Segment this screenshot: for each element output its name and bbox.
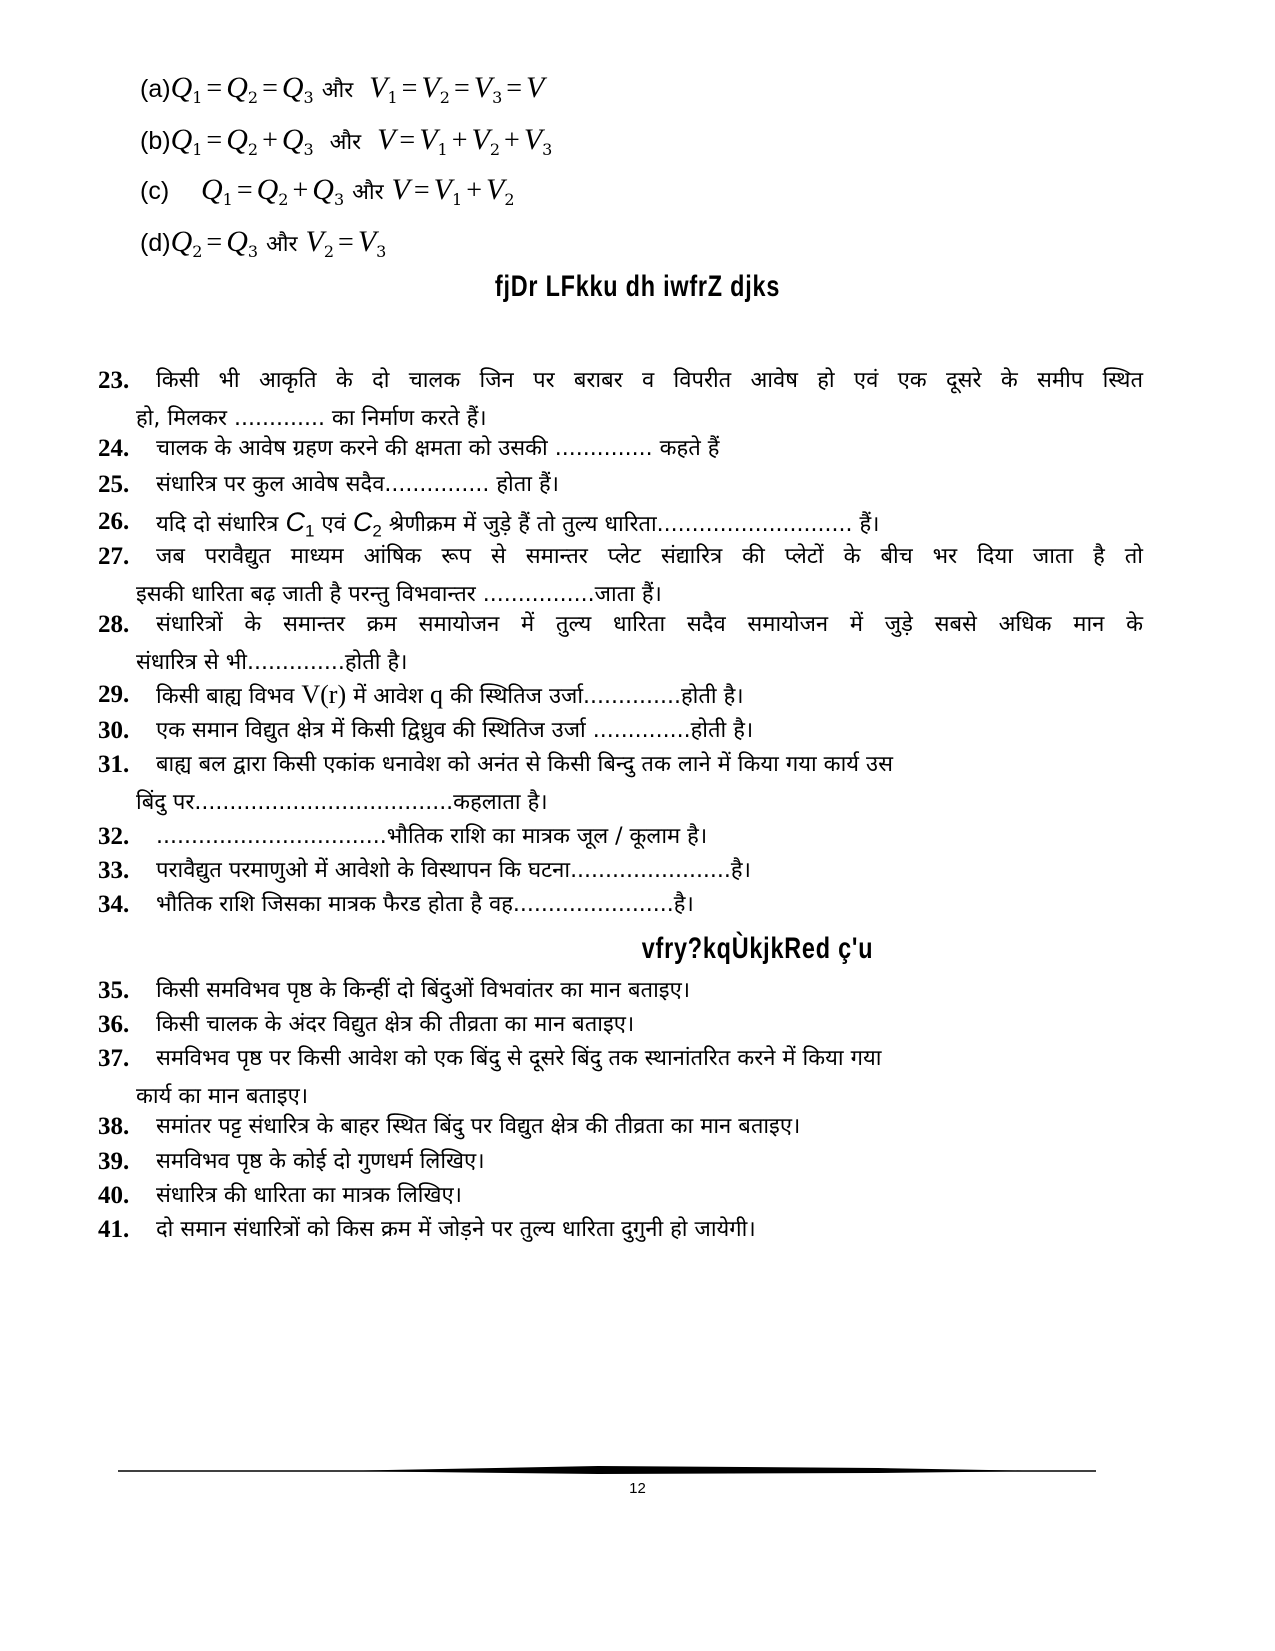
option-conjunction: और: [321, 78, 354, 103]
question-item: [98, 818, 1143, 856]
question-number: 40.: [98, 1182, 130, 1209]
question-item: [98, 1211, 1143, 1249]
capacitor-symbol-c1: C: [285, 507, 305, 537]
question-text: एक समान विद्युत क्षेत्र में किसी द्विध्रुव की स्थितिज उर्जा ..............होती है।: [156, 718, 754, 743]
question-item: [98, 1040, 1143, 1116]
question-item: [98, 746, 1143, 822]
capacitor-symbol-c2: C: [352, 507, 373, 537]
question-number: 30.: [98, 717, 130, 744]
question-number: 36.: [98, 1011, 130, 1038]
question-text: बाह्य बल द्वारा किसी एकांक धनावेश को अनंत से किसी बिन्दु तक लाने में किया गया कार्य उस: [156, 752, 893, 777]
question-text: [156, 676, 1143, 716]
option-a: $(a)Q_1 = Q_2 = Q_3$ और $V_1 = V_2 = V_3 = V$: [140, 71, 545, 107]
question-text: किसी चालक के अंदर विद्युत क्षेत्र की तीव्रता का मान बताइए।: [156, 1012, 635, 1037]
question-item: [98, 466, 1143, 504]
option-label: (b): [140, 127, 171, 155]
potential-symbol: V(r): [301, 680, 347, 709]
question-number: 34.: [98, 891, 130, 918]
question-number: 35.: [98, 977, 130, 1004]
question-number: 23.: [98, 367, 130, 394]
question-text: समांतर पट्ट संधारित्र के बाहर स्थित बिंदु पर विद्युत क्षेत्र की तीव्रता का मान बताइए।: [156, 1114, 801, 1139]
question-item: [98, 1177, 1143, 1215]
question-text: संधारित्रों के समान्तर क्रम समायोजन में तुल्य धारिता सदैव समायोजन में जुड़े सबसे अधिक मान के: [156, 612, 1143, 637]
question-item: [98, 430, 1143, 468]
question-text: परावैद्युत परमाणुओ में आवेशो के विस्थापन कि घटना.......................है।: [156, 858, 751, 883]
question-item: [98, 852, 1143, 890]
option-conjunction: और: [329, 130, 362, 155]
question-text: समविभव पृष्ठ पर किसी आवेश को एक बिंदु से दूसरे बिंदु तक स्थानांतरित करने में किया गया: [156, 1046, 882, 1071]
question-text: दो समान संधारित्रों को किस क्रम में जोड़ने पर तुल्य धारिता दुगुनी हो जायेगी।: [156, 1217, 756, 1242]
option-conjunction: और: [352, 180, 384, 205]
question-text: भौतिक राशि जिसका मात्रक फैरड होता है वह.......................है।: [156, 892, 694, 917]
question-number: 38.: [98, 1113, 130, 1140]
option-d: $(d)Q_2 = Q_3$ और $V_2 = V_3$: [140, 225, 387, 261]
question-number: 32.: [98, 823, 130, 850]
question-number: 31.: [98, 751, 130, 778]
question-number: 41.: [98, 1216, 130, 1243]
section-heading-fill-blanks: fjDr LFkku dh iwfrZ djks: [494, 270, 781, 303]
question-text-pre: किसी बाह्य विभव: [156, 684, 295, 709]
question-number: 39.: [98, 1148, 130, 1175]
option-c: (c) $Q_1 = Q_2 + Q_3$ और $V = V_1 + V_2$: [140, 173, 515, 209]
option-label: (a): [140, 75, 171, 103]
subscript-1: 1: [304, 521, 315, 541]
question-number: 37.: [98, 1045, 130, 1072]
question-item: [98, 538, 1143, 614]
question-number: 27.: [98, 543, 130, 570]
question-item: [98, 1108, 1143, 1146]
option-conjunction: और: [266, 232, 298, 257]
question-text-cont: संधारित्र से भी..............होती है।: [136, 650, 408, 675]
question-item: [98, 886, 1143, 924]
question-item: [98, 1143, 1143, 1181]
charge-symbol: q: [429, 680, 443, 709]
question-item: [98, 362, 1143, 438]
question-text-cont: हो, मिलकर ............. का निर्माण करते हैं।: [136, 406, 487, 431]
question-item: [98, 676, 1143, 716]
question-text: .................................भौतिक राशि का मात्रक जूल / कूलाम है।: [156, 824, 708, 849]
question-text-cont: कार्य का मान बताइए।: [136, 1084, 309, 1109]
question-text: समविभव पृष्ठ के कोई दो गुणधर्म लिखिए।: [156, 1149, 485, 1174]
option-label: (d): [140, 229, 171, 257]
question-number: 24.: [98, 435, 130, 462]
subscript-2: 2: [372, 521, 382, 541]
option-b: $(b)Q_1 = Q_2 + Q_3$ और $V = V_1 + V_2 + V_3$: [140, 123, 553, 159]
question-text: संधारित्र पर कुल आवेष सदैव............... होता हैं।: [156, 472, 559, 497]
question-text-post: श्रेणीक्रम में जुड़े हैं तो तुल्य धारिता............................ हैं।: [388, 512, 880, 537]
question-number: 29.: [98, 681, 130, 708]
question-number: 28.: [98, 611, 130, 638]
question-text-cont: बिंदु पर.....................................कहलाता है।: [136, 790, 548, 815]
question-text: किसी भी आकृति के दो चालक जिन पर बराबर व विपरीत आवेष हो एवं एक दूसरे के समीप स्थित: [156, 368, 1143, 393]
question-text-pre: यदि दो संधारित्र: [156, 512, 279, 537]
question-number: 33.: [98, 857, 130, 884]
question-number: 26.: [98, 508, 130, 535]
question-text-cont: इसकी धारिता बढ़ जाती है परन्तु विभवान्तर ................जाता हैं।: [136, 582, 662, 607]
page-number: 12: [629, 1480, 646, 1497]
question-text-mid: में आवेश: [353, 684, 423, 709]
footer-divider: [118, 1462, 1096, 1476]
option-label: (c): [140, 177, 170, 205]
question-text: संधारित्र की धारिता का मात्रक लिखिए।: [156, 1183, 462, 1208]
question-item: [98, 972, 1143, 1010]
question-number: 25.: [98, 471, 130, 498]
question-item: [98, 606, 1143, 682]
question-text: जब परावैद्युत माध्यम आंषिक रूप से समान्तर प्लेट संद्यारित्र की प्लेटों के बीच भर दिया जाता है तो: [156, 544, 1143, 569]
question-item: [98, 1006, 1143, 1044]
question-item: [98, 712, 1143, 750]
question-text-mid: एवं: [321, 512, 346, 537]
section-heading-short-answer: vfry?kqÙkjkRed ç'u: [641, 932, 874, 965]
question-text: किसी समविभव पृष्ठ के किन्हीं दो बिंदुओं विभवांतर का मान बताइए।: [156, 978, 691, 1003]
question-text: चालक के आवेष ग्रहण करने की क्षमता को उसकी .............. कहते हैं: [156, 436, 720, 461]
question-text-post: की स्थितिज उर्जा..............होती है।: [449, 684, 744, 709]
